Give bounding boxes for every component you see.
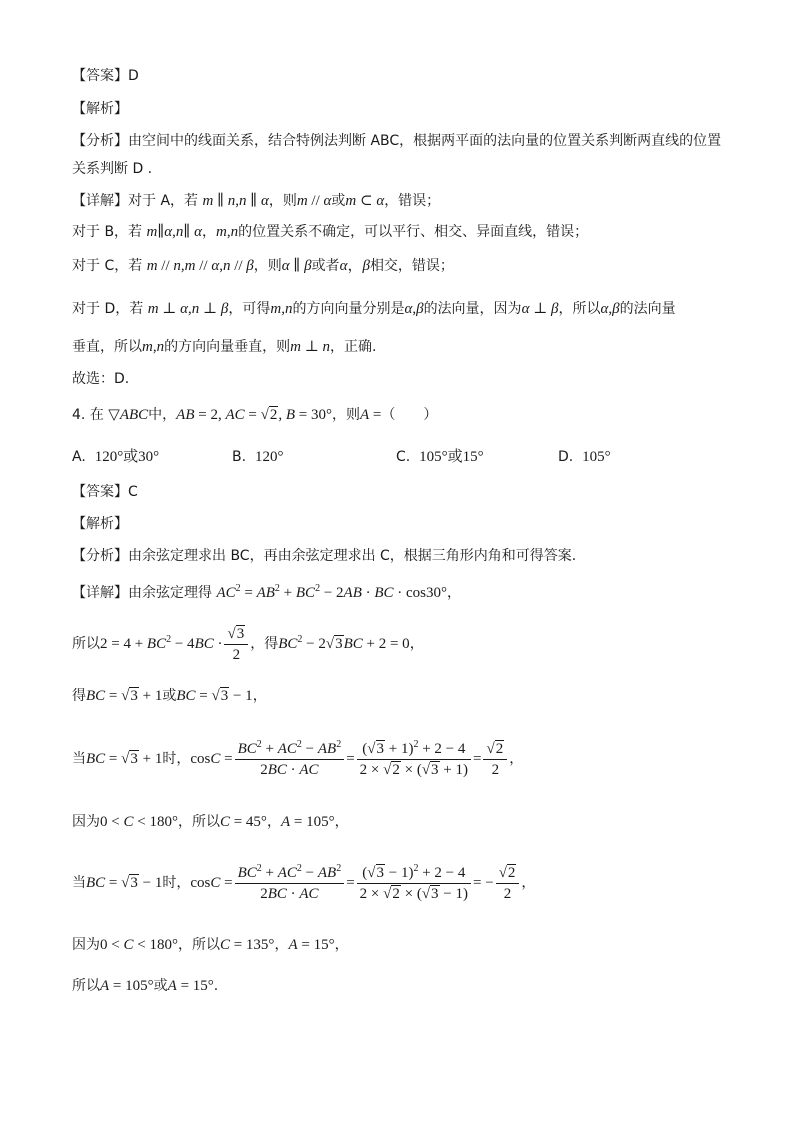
q4-xiangjie-3: 得BC = √3 + 1或BC = √3 − 1， — [72, 688, 267, 704]
q4-answer-line: 【答案】C — [72, 484, 138, 500]
q3-option-d-analysis-1: 对于 D，若 m ⊥ α,n ⊥ β，可得m,n的方向向量分别是α,β的法向量，因为α ⊥ β，所以α,β的法向量 — [72, 301, 676, 317]
q4-xiangjie-8: 所以A = 105°或A = 15°. — [72, 978, 219, 994]
xiangjie-tag: 【详解】 — [72, 193, 128, 209]
q3-option-a-analysis: 【详解】对于 A，若 m ∥ n,n ∥ α，则m // α或m ⊂ α，错误； — [72, 193, 441, 209]
q4-xiangjie-5: 因为0 < C < 180°，所以C = 45°，A = 105°， — [72, 814, 349, 830]
q3-fenxi-text-2: 关系判断 D . — [72, 161, 153, 177]
q3-fenxi-line2 — [72, 159, 734, 179]
q3-fenxi-text-1: 由空间中的线面关系，结合特例法判断 ABC，根据两平面的法向量的位置关系判断两直线的位置 — [128, 133, 722, 149]
q3-a-lead: 对于 A，若 — [128, 193, 199, 209]
q4-number: 4. — [72, 407, 86, 423]
q4-answer: C — [128, 484, 138, 500]
q3-c-lead: 对于 C，若 — [72, 258, 143, 274]
q4-options-row — [72, 447, 734, 467]
q3-d-lead: 对于 D，若 — [72, 301, 144, 317]
q4-xiangjie-1: 【详解】由余弦定理得 $AC^2 = AB^2 + BC^2 - 2AB$ · BC · cos30°， — [72, 583, 462, 601]
fenxi-tag: 【分析】 — [72, 133, 128, 149]
q3-fenxi-line1 — [72, 131, 734, 151]
q3-option-d-analysis-2: 垂直，所以m,n的方向向量垂直，则m ⊥ n，正确. — [72, 339, 377, 355]
q3-answer-line — [72, 66, 734, 86]
q4-fenxi: 【分析】由余弦定理求出 BC，再由余弦定理求出 C，根据三角形内角和可得答案. — [72, 548, 577, 564]
q4-option-d: D. 105° — [558, 449, 611, 465]
q3-analysis-heading — [72, 99, 734, 119]
q3-b-lead: 对于 B，若 — [72, 224, 143, 240]
q4-xiangjie-4: 当BC = √3 + 1时，cosC = $\frac{BC^2 + AC^2 - AB^2}{2BC \cdot AC}$ = $\frac{(√3 + 1)^2 + 2 - 4}{2 \times √2 \times (√3 + 1)}$ = $\frac{√2}{2}$ ， — [72, 738, 524, 778]
q3-option-c-analysis: 对于 C，若 m // n,m // α,n // β，则α ∥ β或者α，β相交，错误； — [72, 258, 454, 274]
q4-option-c: C. 105°或15° — [396, 449, 484, 465]
answer-tag: 【答案】 — [72, 68, 128, 84]
q4-fenxi-text: 由余弦定理求出 BC，再由余弦定理求出 C，根据三角形内角和可得答案. — [128, 548, 577, 564]
q3-conclusion — [72, 369, 734, 389]
q4-stem: 4. 在 ▽ABC中，AB = 2, AC = √2, B = 30°，则A =（ ） — [72, 407, 438, 423]
q4-xiangjie-2: 所以$2 = 4 + BC^2 - 4BC$ · $\frac{√3}{2}$ ，得$BC^2 - 2√3BC + 2 = 0$， — [72, 625, 424, 663]
q4-xiangjie-7: 因为0 < C < 180°，所以C = 135°，A = 15°， — [72, 937, 349, 953]
q4-option-a: A. 120°或30° — [72, 449, 160, 465]
q3-answer: D — [128, 68, 139, 84]
q4-option-b: B. 120° — [232, 449, 284, 465]
q4-xiangjie-6: 当BC = √3 − 1时，cosC = $\frac{BC^2 + AC^2 - AB^2}{2BC \cdot AC}$ = $\frac{(√3 - 1)^2 + 2 - 4}{2 \times √2 \times (√3 - 1)}$ = − $\frac{√2}{2}$ ， — [72, 862, 536, 902]
analysis-tag: 【解析】 — [72, 101, 128, 117]
q4-analysis-heading: 【解析】 — [72, 516, 128, 532]
q3-conclusion-text: 故选：D. — [72, 371, 130, 387]
q3-option-b-analysis: 对于 B，若 m∥α,n∥ α，m,n的位置关系不确定，可以平行、相交、异面直线，错误； — [72, 224, 589, 240]
